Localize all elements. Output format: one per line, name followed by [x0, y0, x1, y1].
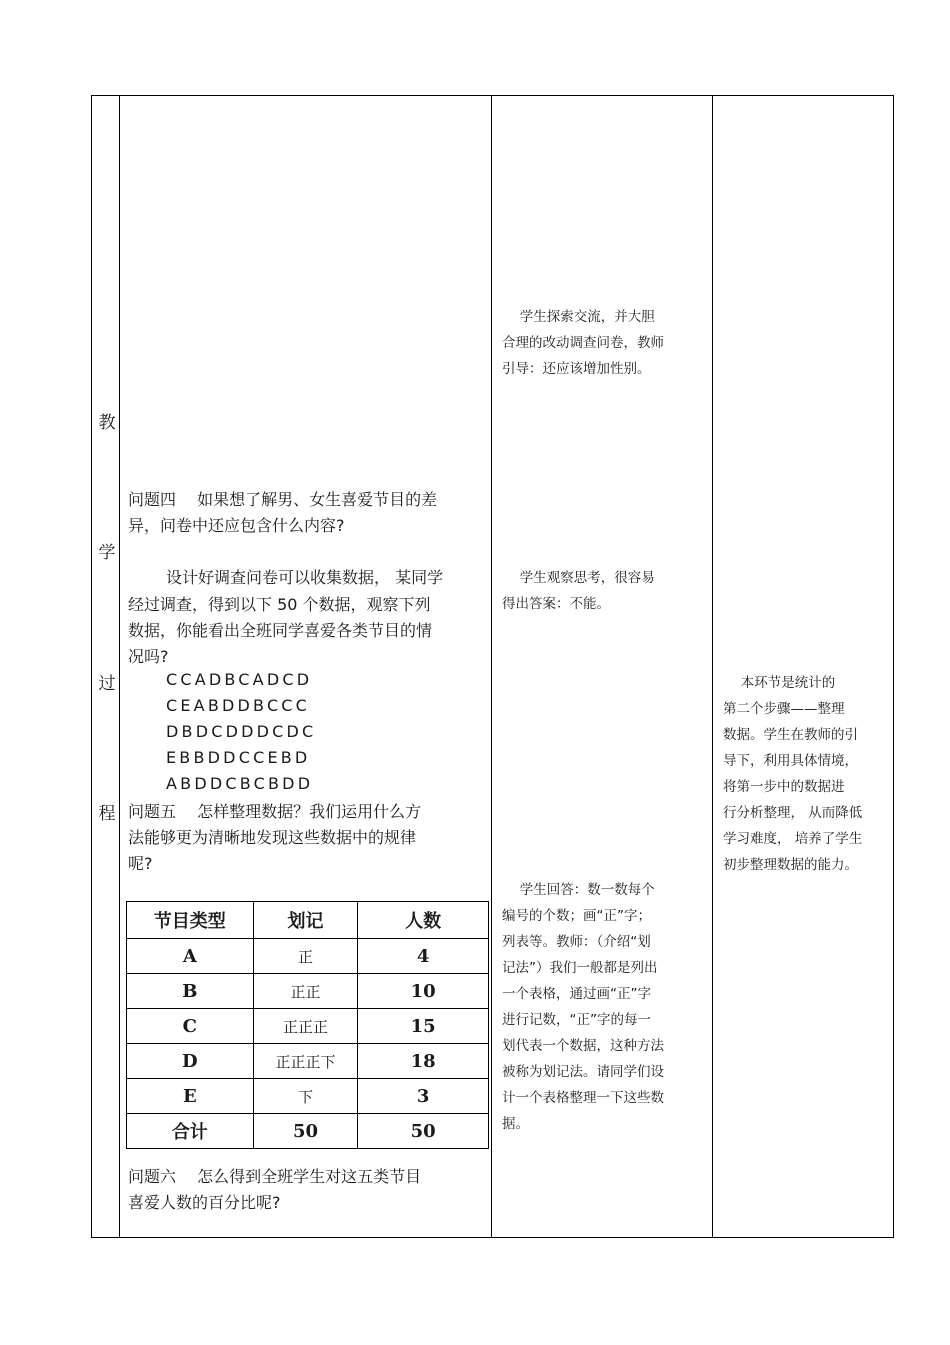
data-row: CCADBCADCD	[166, 670, 313, 689]
column-divider	[119, 95, 120, 1238]
student-activity-3: 被称为划记法。请同学们设	[502, 1064, 664, 1080]
question-four: 异，问卷中还应包含什么内容?	[128, 516, 345, 535]
header-program-type: 节目类型	[127, 902, 254, 939]
intro-text: 况吗?	[128, 647, 169, 666]
question-five: 呢?	[128, 854, 153, 873]
student-activity-3: 记法”）我们一般都是列出	[502, 960, 658, 976]
cell-type: D	[127, 1044, 254, 1079]
tally-table	[126, 901, 489, 1149]
student-activity-3: 一个表格，通过画“正”字	[502, 986, 651, 1002]
student-activity-3: 编号的个数；画“正”字；	[502, 908, 651, 924]
cell-tally: 正正正下	[253, 1044, 358, 1079]
section-label-char: 过	[98, 674, 116, 694]
cell-tally: 下	[253, 1079, 358, 1114]
cell-type: E	[127, 1079, 254, 1114]
cell-tally: 正正	[253, 974, 358, 1009]
cell-tally: 正	[253, 939, 358, 974]
cell-count: 3	[358, 1079, 489, 1114]
design-note: 学习难度， 培养了学生	[723, 831, 863, 847]
intro-text: 数据，你能看出全班同学喜爱各类节目的情	[128, 621, 433, 640]
cell-total-label: 合计	[127, 1114, 254, 1149]
table-row	[127, 939, 489, 974]
design-note: 将第一步中的数据进	[723, 779, 845, 795]
student-activity-3: 列表等。教师：（介绍“划	[502, 934, 651, 950]
header-count: 人数	[358, 902, 489, 939]
question-five: 问题五 怎样整理数据？我们运用什么方	[128, 802, 422, 821]
intro-text: 设计好调查问卷可以收集数据， 某同学	[166, 568, 444, 587]
student-activity-3: 据。	[502, 1116, 529, 1132]
section-label-char: 学	[98, 543, 116, 563]
column-divider	[712, 95, 713, 1238]
student-activity-1: 引导：还应该增加性别。	[502, 361, 651, 377]
header-tally: 划记	[253, 902, 358, 939]
intro-text: 经过调查，得到以下 50 个数据，观察下列	[128, 595, 431, 614]
cell-total-tally: 50	[253, 1114, 358, 1149]
student-activity-1: 学生探索交流，并大胆	[502, 309, 655, 325]
column-divider	[491, 95, 492, 1238]
cell-type: C	[127, 1009, 254, 1044]
design-note: 数据。学生在教师的引	[723, 727, 858, 743]
table-header-row	[127, 902, 489, 939]
cell-tally: 正正正	[253, 1009, 358, 1044]
student-activity-3: 学生回答：数一数每个	[502, 882, 655, 898]
cell-type: B	[127, 974, 254, 1009]
cell-count: 15	[358, 1009, 489, 1044]
data-row: ABDDCBCBDD	[166, 774, 314, 793]
design-note: 导下，利用具体情境，	[723, 753, 858, 769]
section-label-char: 程	[98, 804, 116, 824]
data-row: DBDCDDDCDC	[166, 722, 317, 741]
table-row	[127, 974, 489, 1009]
design-note: 行分析整理， 从而降低	[723, 805, 863, 821]
cell-count: 10	[358, 974, 489, 1009]
table-row	[127, 1009, 489, 1044]
cell-count: 4	[358, 939, 489, 974]
design-note: 本环节是统计的	[723, 675, 836, 691]
student-activity-2: 得出答案：不能。	[502, 596, 610, 612]
cell-count: 18	[358, 1044, 489, 1079]
table-row	[127, 1079, 489, 1114]
question-five: 法能够更为清晰地发现这些数据中的规律	[128, 828, 417, 847]
question-six: 喜爱人数的百分比呢?	[128, 1193, 281, 1212]
question-six: 问题六 怎么得到全班学生对这五类节目	[128, 1167, 422, 1186]
student-activity-3: 划代表一个数据，这种方法	[502, 1038, 664, 1054]
question-four: 问题四 如果想了解男、女生喜爱节目的差	[128, 490, 438, 509]
student-activity-3: 进行记数，“正”字的每一	[502, 1012, 651, 1028]
design-note: 初步整理数据的能力。	[723, 857, 858, 873]
section-label-char: 教	[98, 413, 116, 433]
student-activity-2: 学生观察思考，很容易	[502, 570, 655, 586]
data-row: EBBDDCCEBD	[166, 748, 311, 767]
data-row: CEABDDBCCC	[166, 696, 311, 715]
design-note: 第二个步骤——整理	[723, 701, 845, 717]
table-total-row	[127, 1114, 489, 1149]
student-activity-1: 合理的改动调查问卷，教师	[502, 335, 664, 351]
student-activity-3: 计一个表格整理一下这些数	[502, 1090, 664, 1106]
cell-total-count: 50	[358, 1114, 489, 1149]
cell-type: A	[127, 939, 254, 974]
table-row	[127, 1044, 489, 1079]
